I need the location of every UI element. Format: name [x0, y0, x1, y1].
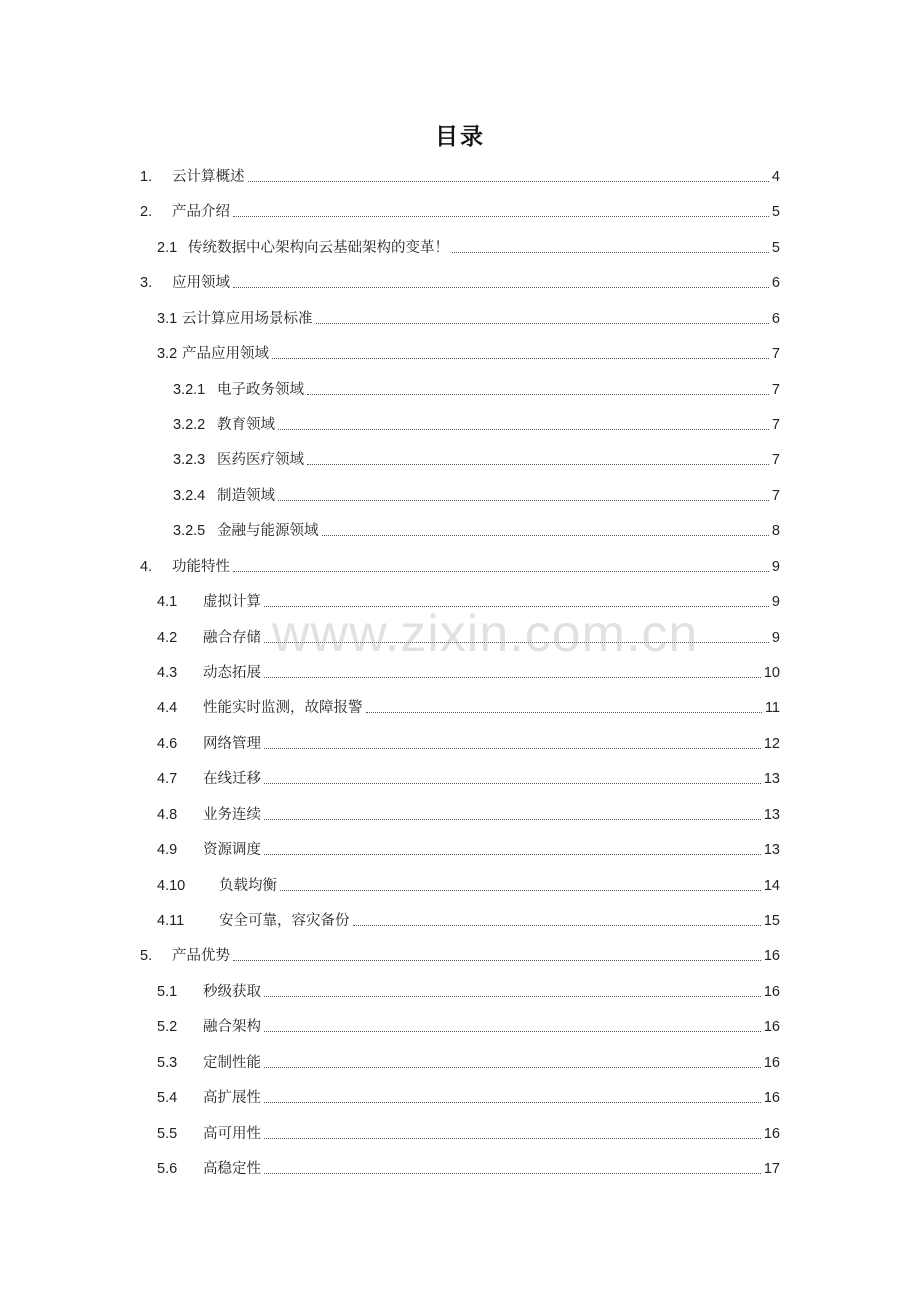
toc-entry-number: 5.1	[157, 983, 178, 1000]
toc-entry[interactable]	[173, 404, 780, 434]
toc-dot-leader	[264, 677, 761, 678]
toc-dot-leader	[264, 1031, 761, 1032]
toc-entry[interactable]	[173, 369, 780, 399]
toc-entry-number: 4.10	[157, 877, 186, 894]
toc-entry[interactable]	[157, 298, 780, 328]
watermark: www.zixin.com.cn	[272, 605, 699, 663]
toc-entry-page: 16	[763, 1019, 780, 1036]
toc-dot-leader	[233, 216, 769, 217]
toc-entry-title: 传统数据中心架构向云基础架构的变革！	[188, 239, 449, 256]
toc-entry-page: 5	[771, 204, 780, 221]
toc-entry-page: 15	[763, 913, 780, 930]
toc-dot-leader	[233, 571, 769, 572]
toc-dot-leader	[322, 535, 769, 536]
toc-dot-leader	[264, 606, 769, 607]
toc-entry-number: 2.	[140, 204, 153, 221]
toc-entry-number: 3.2.1	[173, 381, 206, 398]
toc-entry[interactable]	[157, 865, 780, 895]
toc-entry[interactable]	[157, 971, 780, 1001]
toc-entry-title: 金融与能源领域	[217, 523, 319, 540]
toc-entry-title: 安全可靠，容灾备份	[219, 913, 350, 930]
toc-entry-page: 7	[771, 381, 780, 398]
toc-entry-title: 教育领域	[217, 417, 275, 433]
toc-entry-page: 5	[771, 239, 780, 256]
toc-entry-page: 7	[771, 346, 780, 363]
toc-dot-leader	[264, 748, 761, 749]
toc-entry[interactable]	[157, 1042, 780, 1072]
toc-entry-number: 3.2.2	[173, 417, 206, 433]
toc-entry-title: 动态拓展	[203, 665, 261, 682]
toc-entry-page: 6	[771, 275, 780, 292]
toc-entry-number: 5.3	[157, 1054, 178, 1071]
toc-entry-page: 9	[771, 629, 780, 646]
toc-entry-page: 4	[771, 169, 780, 185]
toc-entry-number: 4.9	[157, 842, 178, 859]
toc-dot-leader	[307, 394, 769, 395]
toc-entry-number: 4.7	[157, 771, 178, 788]
toc-entry-title: 产品介绍	[172, 204, 230, 221]
toc-entry[interactable]	[157, 1148, 780, 1178]
toc-dot-leader	[233, 287, 769, 288]
toc-entry-number: 3.2.5	[173, 523, 206, 540]
toc-entry[interactable]	[140, 546, 780, 576]
toc-entry[interactable]	[157, 1113, 780, 1143]
toc-entry-number: 4.8	[157, 806, 178, 823]
toc-entry-number: 4.1	[157, 594, 178, 611]
toc-entry-title: 负载均衡	[219, 877, 277, 894]
toc-entry[interactable]	[173, 475, 780, 505]
toc-dot-leader	[233, 960, 761, 961]
toc-entry[interactable]	[157, 687, 780, 717]
toc-entry[interactable]	[157, 333, 780, 363]
toc-dot-leader	[366, 712, 762, 713]
toc-entry-title: 产品优势	[172, 948, 230, 965]
toc-entry-title: 云计算应用场景标准	[182, 310, 313, 327]
toc-entry[interactable]	[173, 439, 780, 469]
toc-entry-page: 16	[763, 948, 780, 965]
toc-entry-page: 10	[763, 665, 780, 682]
toc-entry-title: 性能实时监测，故障报警	[203, 700, 363, 717]
toc-dot-leader	[353, 925, 761, 926]
toc-entry-title: 业务连续	[203, 806, 261, 823]
toc-entry[interactable]	[157, 227, 780, 257]
toc-entry-title: 制造领域	[217, 487, 275, 504]
toc-entry-page: 13	[763, 771, 780, 788]
toc-entry-number: 3.1	[157, 310, 178, 327]
toc-entry[interactable]	[140, 156, 780, 186]
toc-entry-number: 4.2	[157, 629, 178, 646]
toc-entry[interactable]	[157, 652, 780, 682]
toc-entry-page: 16	[763, 1090, 780, 1107]
toc-entry-title: 高稳定性	[203, 1161, 261, 1178]
toc-dot-leader	[264, 819, 761, 820]
toc-entry-title: 云计算概述	[172, 169, 245, 185]
toc-entry-page: 12	[763, 735, 780, 752]
toc-entry-page: 9	[771, 558, 780, 575]
toc-entry[interactable]	[157, 900, 780, 930]
toc-entry-number: 4.6	[157, 735, 178, 752]
toc-entry[interactable]	[157, 758, 780, 788]
toc-entry-page: 16	[763, 1054, 780, 1071]
toc-dot-leader	[278, 429, 769, 430]
toc-entry-page: 8	[771, 523, 780, 540]
toc-entry[interactable]	[157, 794, 780, 824]
toc-entry-number: 5.4	[157, 1090, 178, 1107]
toc-entry[interactable]	[157, 581, 780, 611]
toc-dot-leader	[264, 642, 769, 643]
toc-entry[interactable]	[140, 262, 780, 292]
toc-entry-title: 融合架构	[203, 1019, 261, 1036]
toc-entry-title: 定制性能	[203, 1054, 261, 1071]
toc-dot-leader	[278, 500, 769, 501]
toc-entry-number: 1.	[140, 169, 153, 185]
toc-entry-number: 5.2	[157, 1019, 178, 1036]
toc-entry-page: 11	[764, 700, 780, 717]
toc-entry-title: 融合存储	[203, 629, 261, 646]
toc-entry-number: 4.3	[157, 665, 178, 682]
toc-entry-title: 功能特性	[172, 558, 230, 575]
toc-entry-title: 医药医疗领域	[217, 452, 304, 469]
toc-entry-page: 7	[771, 487, 780, 504]
toc-entry-title: 资源调度	[203, 842, 261, 859]
toc-entry-number: 3.2.3	[173, 452, 206, 469]
toc-dot-leader	[307, 464, 769, 465]
toc-dot-leader	[264, 996, 761, 997]
toc-entry-title: 高扩展性	[203, 1090, 261, 1107]
toc-entry[interactable]	[157, 829, 780, 859]
toc-entry-title: 秒级获取	[203, 983, 261, 1000]
toc-dot-leader	[264, 783, 761, 784]
toc-entry-number: 5.	[140, 948, 153, 965]
toc-dot-leader	[264, 854, 761, 855]
toc-entry-page: 17	[763, 1161, 780, 1178]
toc-entry-page: 7	[771, 452, 780, 469]
toc-entry-page: 16	[763, 1125, 780, 1142]
toc-entry-title: 产品应用领域	[182, 346, 269, 363]
toc-entry-number: 2.1	[157, 239, 178, 256]
toc-entry-title: 虚拟计算	[203, 594, 261, 611]
toc-entry-number: 4.11	[157, 913, 185, 930]
toc-dot-leader	[264, 1067, 761, 1068]
toc-entry-title: 应用领域	[172, 275, 230, 292]
toc-entry-title: 网络管理	[203, 735, 261, 752]
toc-entry-number: 4.4	[157, 700, 178, 717]
toc-entry-page: 9	[771, 594, 780, 611]
toc-entry-page: 13	[763, 842, 780, 859]
toc-entry-title: 在线迁移	[203, 771, 261, 788]
toc-entry-page: 13	[763, 806, 780, 823]
toc-entry-number: 3.2	[157, 346, 178, 363]
toc-entry-number: 5.6	[157, 1161, 178, 1178]
toc-dot-leader	[248, 181, 769, 182]
toc-entry-page: 6	[771, 310, 780, 327]
toc-entry[interactable]	[140, 191, 780, 221]
toc-entry-page: 16	[763, 983, 780, 1000]
toc-entry-number: 3.2.4	[173, 487, 206, 504]
toc-dot-leader	[280, 890, 761, 891]
toc-entry-page: 14	[763, 877, 780, 894]
toc-entry-title: 高可用性	[203, 1125, 261, 1142]
toc-title: 目录	[435, 124, 485, 150]
toc-dot-leader	[264, 1173, 761, 1174]
toc-dot-leader	[452, 252, 769, 253]
toc-dot-leader	[264, 1138, 761, 1139]
toc-entry-page: 7	[771, 417, 780, 433]
toc-entry-title: 电子政务领域	[217, 381, 304, 398]
toc-entry[interactable]	[157, 1006, 780, 1036]
toc-entry[interactable]	[140, 935, 780, 965]
toc-dot-leader	[316, 323, 769, 324]
toc-dot-leader	[264, 1102, 761, 1103]
toc-entry-number: 4.	[140, 558, 153, 575]
toc-entry-number: 5.5	[157, 1125, 178, 1142]
toc-entry[interactable]	[173, 510, 780, 540]
toc-entry-number: 3.	[140, 275, 153, 292]
toc-entry[interactable]	[157, 617, 780, 647]
toc-entry[interactable]	[157, 723, 780, 753]
toc-entry[interactable]	[157, 1077, 780, 1107]
toc-dot-leader	[272, 358, 769, 359]
